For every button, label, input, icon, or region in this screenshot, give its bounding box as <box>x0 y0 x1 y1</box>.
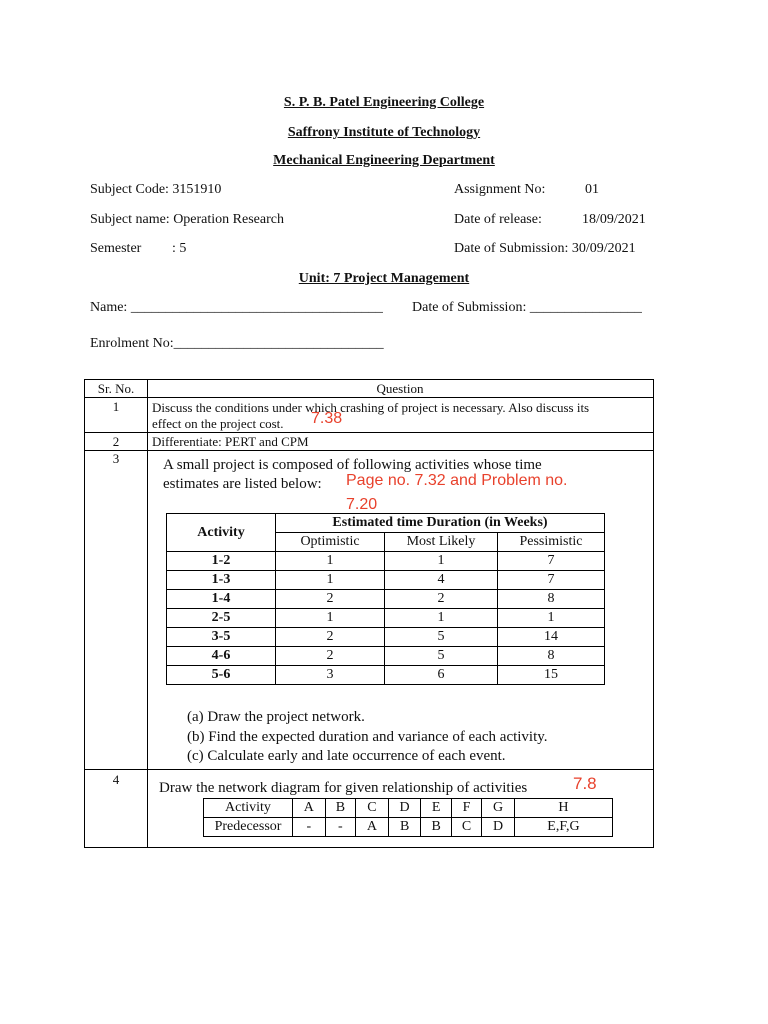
activity-row <box>204 799 613 818</box>
q3-part-b: (b) Find the expected duration and variance of each activity. <box>187 729 548 745</box>
predecessor-cell: - <box>293 818 326 837</box>
activity-cell: F <box>451 799 481 818</box>
activity-cell: B <box>325 799 355 818</box>
pessimistic-cell: 1 <box>498 609 605 628</box>
most-likely-cell: 1 <box>385 552 498 571</box>
q4-handwritten-note: 7.8 <box>573 774 597 793</box>
subject-code: Subject Code: 3151910 <box>90 182 222 197</box>
col-activity: Activity <box>167 514 276 552</box>
release-value: 18/09/2021 <box>582 212 646 227</box>
predecessor-table <box>203 798 613 837</box>
optimistic-cell: 3 <box>276 666 385 685</box>
q3-handwritten-note-line2: 7.20 <box>346 496 378 513</box>
most-likely-cell: 4 <box>385 571 498 590</box>
college-title: S. P. B. Patel Engineering College <box>283 95 485 110</box>
table-row <box>167 609 605 628</box>
submission-date: Date of Submission: 30/09/2021 <box>454 241 636 256</box>
q4-text: Draw the network diagram for given relationship of activities <box>159 780 528 796</box>
activity-cell: E <box>421 799 451 818</box>
most-likely-cell: 2 <box>385 590 498 609</box>
activity-cell: H <box>514 799 612 818</box>
col-estimated-duration: Estimated time Duration (in Weeks) <box>276 514 605 533</box>
activity-cell: C <box>356 799 389 818</box>
table-row <box>167 571 605 590</box>
pessimistic-cell: 8 <box>498 647 605 666</box>
pessimistic-cell: 14 <box>498 628 605 647</box>
q2-number: 2 <box>112 434 120 449</box>
predecessor-cell: C <box>451 818 481 837</box>
optimistic-cell: 1 <box>276 552 385 571</box>
table-row <box>167 628 605 647</box>
enrolment-field: Enrolment No:______________________________ <box>90 336 384 351</box>
predecessor-cell: - <box>325 818 355 837</box>
q3-part-c: (c) Calculate early and late occurrence of each event. <box>187 748 506 764</box>
most-likely-cell: 1 <box>385 609 498 628</box>
q1-number: 1 <box>112 399 120 414</box>
predecessor-row <box>204 818 613 837</box>
activity-cell: 3-5 <box>167 628 276 647</box>
col-optimistic: Optimistic <box>276 533 385 552</box>
predecessor-cell: E,F,G <box>514 818 612 837</box>
row-label-activity: Activity <box>204 799 293 818</box>
unit-title: Unit: 7 Project Management <box>298 271 470 286</box>
pessimistic-cell: 7 <box>498 571 605 590</box>
subject-name: Subject name: Operation Research <box>90 212 284 227</box>
q2-text: Differentiate: PERT and CPM <box>152 434 309 449</box>
optimistic-cell: 2 <box>276 590 385 609</box>
q3-text-line1: A small project is composed of following activities whose time <box>163 457 542 473</box>
table-row <box>167 590 605 609</box>
pessimistic-cell: 15 <box>498 666 605 685</box>
most-likely-cell: 5 <box>385 628 498 647</box>
question-table <box>84 379 654 848</box>
table-row <box>167 552 605 571</box>
q4-number: 4 <box>112 772 120 787</box>
activity-cell: 5-6 <box>167 666 276 685</box>
q1-handwritten-note: 7.38 <box>311 410 343 427</box>
q3-part-a: (a) Draw the project network. <box>187 709 365 725</box>
predecessor-cell: A <box>356 818 389 837</box>
activity-cell: A <box>293 799 326 818</box>
table-row <box>167 647 605 666</box>
activity-cell: 1-3 <box>167 571 276 590</box>
name-field: Name: ____________________________________ <box>90 300 383 315</box>
col-most-likely: Most Likely <box>385 533 498 552</box>
q3-number: 3 <box>112 451 120 466</box>
optimistic-cell: 1 <box>276 609 385 628</box>
q1-text-line1: Discuss the conditions under which crashing of project is necessary. Also discuss its <box>152 400 590 415</box>
most-likely-cell: 5 <box>385 647 498 666</box>
q3-text-line2: estimates are listed below: <box>163 476 322 492</box>
semester-value: : 5 <box>172 241 187 256</box>
q3-handwritten-note-line1: Page no. 7.32 and Problem no. <box>346 472 568 489</box>
department-title: Mechanical Engineering Department <box>273 153 495 168</box>
activity-cell: 2-5 <box>167 609 276 628</box>
predecessor-cell: B <box>388 818 421 837</box>
pessimistic-cell: 8 <box>498 590 605 609</box>
date-submission-field: Date of Submission: ________________ <box>412 300 642 315</box>
predecessor-cell: B <box>421 818 451 837</box>
optimistic-cell: 2 <box>276 628 385 647</box>
q1-text-line2: effect on the project cost. <box>152 416 284 431</box>
assignment-value: 01 <box>585 182 599 197</box>
institute-title: Saffrony Institute of Technology <box>287 125 481 140</box>
predecessor-cell: D <box>482 818 515 837</box>
activity-cell: 1-2 <box>167 552 276 571</box>
row-label-predecessor: Predecessor <box>204 818 293 837</box>
col-pessimistic: Pessimistic <box>498 533 605 552</box>
release-label: Date of release: <box>454 212 542 227</box>
semester-label: Semester <box>90 241 142 256</box>
most-likely-cell: 6 <box>385 666 498 685</box>
pessimistic-cell: 7 <box>498 552 605 571</box>
header-sr-no: Sr. No. <box>97 381 135 396</box>
activity-duration-table <box>166 513 605 685</box>
activity-cell: 1-4 <box>167 590 276 609</box>
header-question: Question <box>376 381 424 396</box>
activity-cell: 4-6 <box>167 647 276 666</box>
activity-cell: G <box>482 799 515 818</box>
table-row <box>167 666 605 685</box>
optimistic-cell: 2 <box>276 647 385 666</box>
activity-cell: D <box>388 799 421 818</box>
assignment-label: Assignment No: <box>454 182 546 197</box>
optimistic-cell: 1 <box>276 571 385 590</box>
